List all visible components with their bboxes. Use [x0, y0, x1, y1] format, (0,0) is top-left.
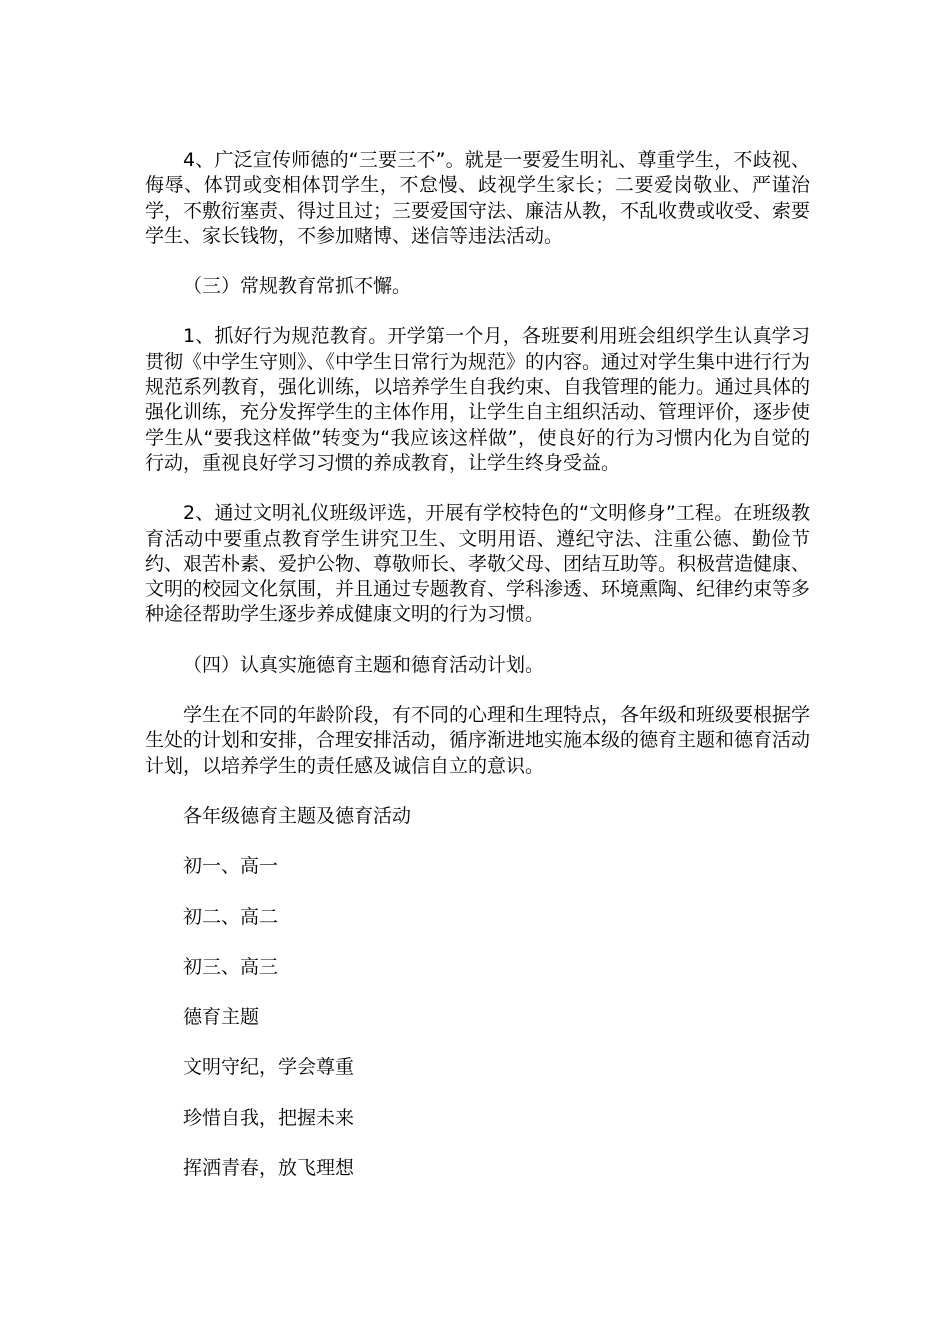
label-grade-3: 初三、高三 [183, 955, 279, 978]
paragraph-civility-project: 2、通过文明礼仪班级评选，开展有学校特色的“文明修身”工程。在班级教育活动中要重点教育学生讲究卫生、文明用语、遵纪守法、注重公德、勤俭节约、艰苦朴素、爱护公物、尊敬师长、孝敬父母、团结互助等。积极营造健康、文明的校园文化氛围，并且通过专题教育、学科渗透、环境熏陶、纪律约束等多种途径帮助学生逐步养成健康文明的行为习惯。 [145, 502, 811, 626]
theme-grade-2: 珍惜自我，把握未来 [183, 1106, 355, 1129]
label-grade-2: 初二、高二 [183, 905, 279, 928]
paragraph-age-stages: 学生在不同的年龄阶段，有不同的心理和生理特点，各年级和班级要根据学生处的计划和安排，合理安排活动，循序渐进地实施本级的德育主题和德育活动计划，以培养学生的责任感及诚信自立的意识。 [145, 704, 811, 777]
heading-moral-themes-plan: （四）认真实施德育主题和德育活动计划。 [183, 653, 545, 676]
heading-routine-education: （三）常规教育常抓不懈。 [183, 275, 412, 298]
theme-grade-1: 文明守纪，学会尊重 [183, 1056, 355, 1079]
label-grade-1: 初一、高一 [183, 855, 279, 878]
label-moral-theme: 德育主题 [183, 1006, 260, 1029]
paragraph-teacher-ethics: 4、广泛宣传师德的“三要三不”。就是一要爱生明礼、尊重学生，不歧视、侮辱、体罚或变相体罚学生，不怠慢、歧视学生家长；二要爱岗敬业、严谨治学，不敷衍塞责、得过且过；三要爱国守法、廉洁从教，不乱收费或收受、索要学生、家长钱物，不参加赌博、迷信等违法活动。 [145, 149, 811, 247]
theme-grade-3: 挥洒青春，放飞理想 [183, 1157, 355, 1180]
document-body [145, 148, 810, 1181]
paragraph-behavior-norms: 1、抓好行为规范教育。开学第一个月，各班要利用班会组织学生认真学习贯彻《中学生守则》、《中学生日常行为规范》的内容。通过对学生集中进行行为规范系列教育，强化训练，以培养学生自我约束、自我管理的能力。通过具体的强化训练，充分发挥学生的主体作用，让学生自主组织活动、管理评价，逐步使学生从“要我这样做”转变为“我应该这样做”，使良好的行为习惯内化为自觉的行动，重视良好学习习惯的养成教育，让学生终身受益。 [145, 325, 811, 474]
label-grade-themes: 各年级德育主题及德育活动 [183, 804, 412, 827]
